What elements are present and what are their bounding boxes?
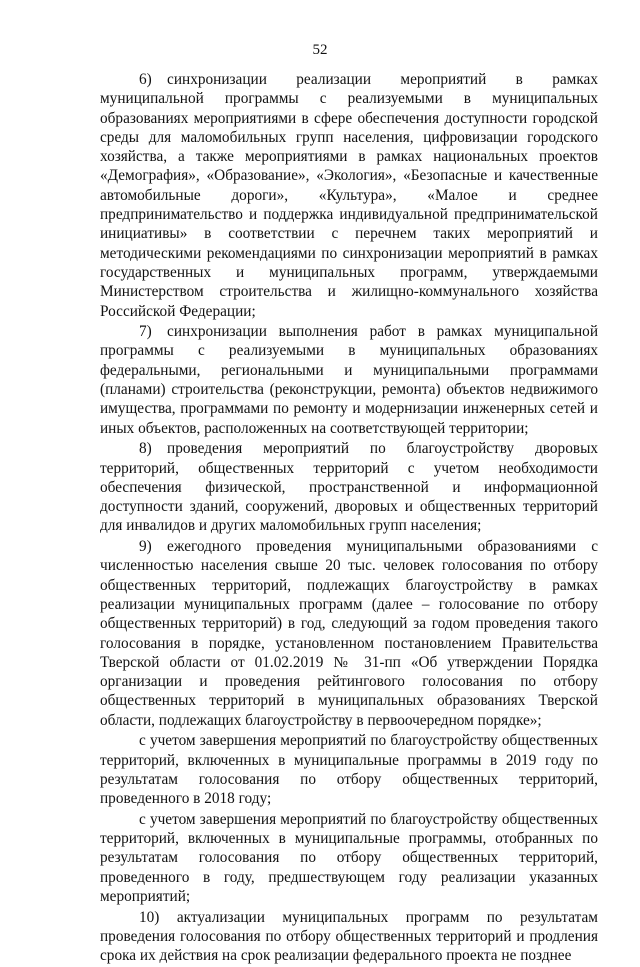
- paragraph-item-8: 8) проведения мероприятий по благоустройству дворовых территорий, общественных территорий с учетом необходимости обеспечения физической, пространственной и информационной доступности зданий, сооружений, дворовых и общественных территорий для инвалидов и других маломобильных групп населения;: [100, 440, 598, 535]
- paragraph-item-7: 7) синхронизации выполнения работ в рамках муниципальной программы с реализуемыми в муниципальных образованиях федеральными, региональными и муниципальными программами (планами) строительства (реконструкции, ремонта) объектов недвижимого имущества, программами по ремонту и модернизации инженерных сетей и иных объектов, расположенных на соответствующей территории;: [100, 323, 598, 437]
- paragraph-item-6: 6) синхронизации реализации мероприятий в рамках муниципальной программы с реализуемыми в муниципальных образованиях мероприятиями в сфере обеспечения доступности городской среды для маломобильных групп населения, цифровизации городского хозяйства, а также мероприятиями в рамках национальных проектов «Демография», «Образование», «Экология», «Безопасные и качественные автомобильные дороги», «Культура», «Малое и среднее предпринимательство и поддержка индивидуальной предпринимательской инициативы» в соответствии с перечнем таких мероприятий и методическими рекомендациями по синхронизации мероприятий в рамках государственных и муниципальных программ, утверждаемыми Министерством строительства и жилищно-коммунального хозяйства Российской Федерации;: [100, 71, 598, 320]
- document-body: [100, 70, 598, 967]
- paragraph-item-10: 10) актуализации муниципальных программ по результатам проведения голосования по отбору общественных территорий и продления срока их действия на срок реализации федерального проекта не позднее: [100, 908, 598, 965]
- paragraph-item-9: 9) ежегодного проведения муниципальными образованиями с численностью населения свыше 20 тыс. человек голосования по отбору общественных территорий, подлежащих благоустройству в рамках реализации муниципальных программ (далее – голосование по отбору общественных территорий) в год, следующий за годом проведения такого голосования в порядке, установленном постановлением Правительства Тверской области от 01.02.2019 № 31-пп «Об утверждении Порядка организации и проведения рейтингового голосования по отбору общественных территорий в муниципальных образованиях Тверской области, подлежащих благоустройству в первоочередном порядке»;: [100, 538, 598, 729]
- page-number: 52: [312, 42, 328, 58]
- paragraph-condition-2019: с учетом завершения мероприятий по благоустройству общественных территорий, включенных в муниципальные программы в 2019 году по результатам голосования по отбору общественных территорий, проведенного в 2018 году;: [100, 732, 598, 808]
- paragraph-condition-previous-year: с учетом завершения мероприятий по благоустройству общественных территорий, включенных в муниципальные программы, отобранных по результатам голосования по отбору общественных территорий, проведенного в году, предшествующем году реализации указанных мероприятий;: [100, 810, 598, 905]
